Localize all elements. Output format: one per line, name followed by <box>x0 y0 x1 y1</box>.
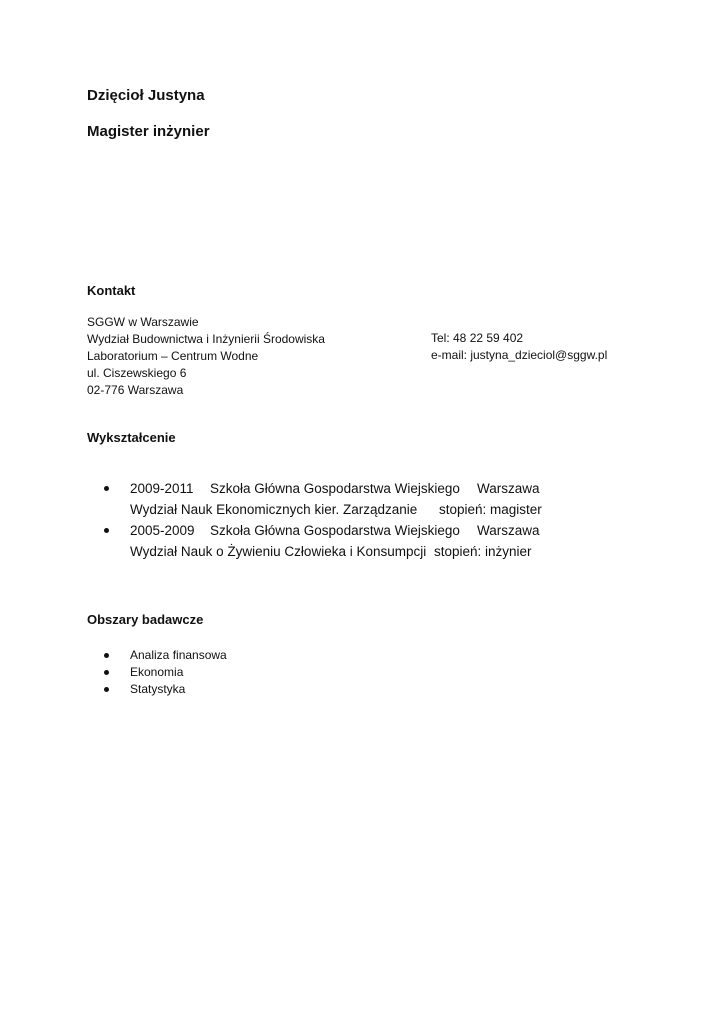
education-heading: Wykształcenie <box>87 430 176 445</box>
address-line: 02-776 Warszawa <box>87 383 184 397</box>
contact-heading: Kontakt <box>87 283 136 298</box>
address-line: SGGW w Warszawie <box>87 315 199 329</box>
education-faculty: Wydział Nauk Ekonomicznych kier. Zarządzanie <box>130 502 418 517</box>
education-faculty: Wydział Nauk o Żywieniu Człowieka i Konsumpcji <box>130 544 427 559</box>
contact-address <box>87 314 325 399</box>
education-city: Warszawa <box>477 481 540 496</box>
research-area: Analiza finansowa <box>130 648 227 662</box>
bullet-icon <box>104 653 109 658</box>
contact-details <box>431 330 607 364</box>
research-area: Statystyka <box>130 682 186 696</box>
education-years: 2009-2011 <box>130 481 194 496</box>
email-address: e-mail: justyna_dzieciol@sggw.pl <box>431 348 608 362</box>
address-line: Laboratorium – Centrum Wodne <box>87 349 259 363</box>
academic-degree: Magister inżynier <box>87 123 210 140</box>
bullet-icon <box>104 528 109 533</box>
education-degree: stopień: inżynier <box>434 544 532 559</box>
person-name: Dzięcioł Justyna <box>87 87 205 104</box>
bullet-icon <box>104 687 109 692</box>
education-degree: stopień: magister <box>439 502 542 517</box>
bullet-icon <box>104 486 109 491</box>
education-school: Szkoła Główna Gospodarstwa Wiejskiego <box>210 523 460 538</box>
address-line: ul. Ciszewskiego 6 <box>87 366 187 380</box>
research-heading: Obszary badawcze <box>87 612 204 627</box>
education-city: Warszawa <box>477 523 540 538</box>
research-area: Ekonomia <box>130 665 184 679</box>
education-years: 2005-2009 <box>130 523 195 538</box>
bullet-icon <box>104 670 109 675</box>
address-line: Wydział Budownictwa i Inżynierii Środowiska <box>87 332 325 346</box>
phone-number: Tel: 48 22 59 402 <box>431 331 524 345</box>
education-school: Szkoła Główna Gospodarstwa Wiejskiego <box>210 481 460 496</box>
